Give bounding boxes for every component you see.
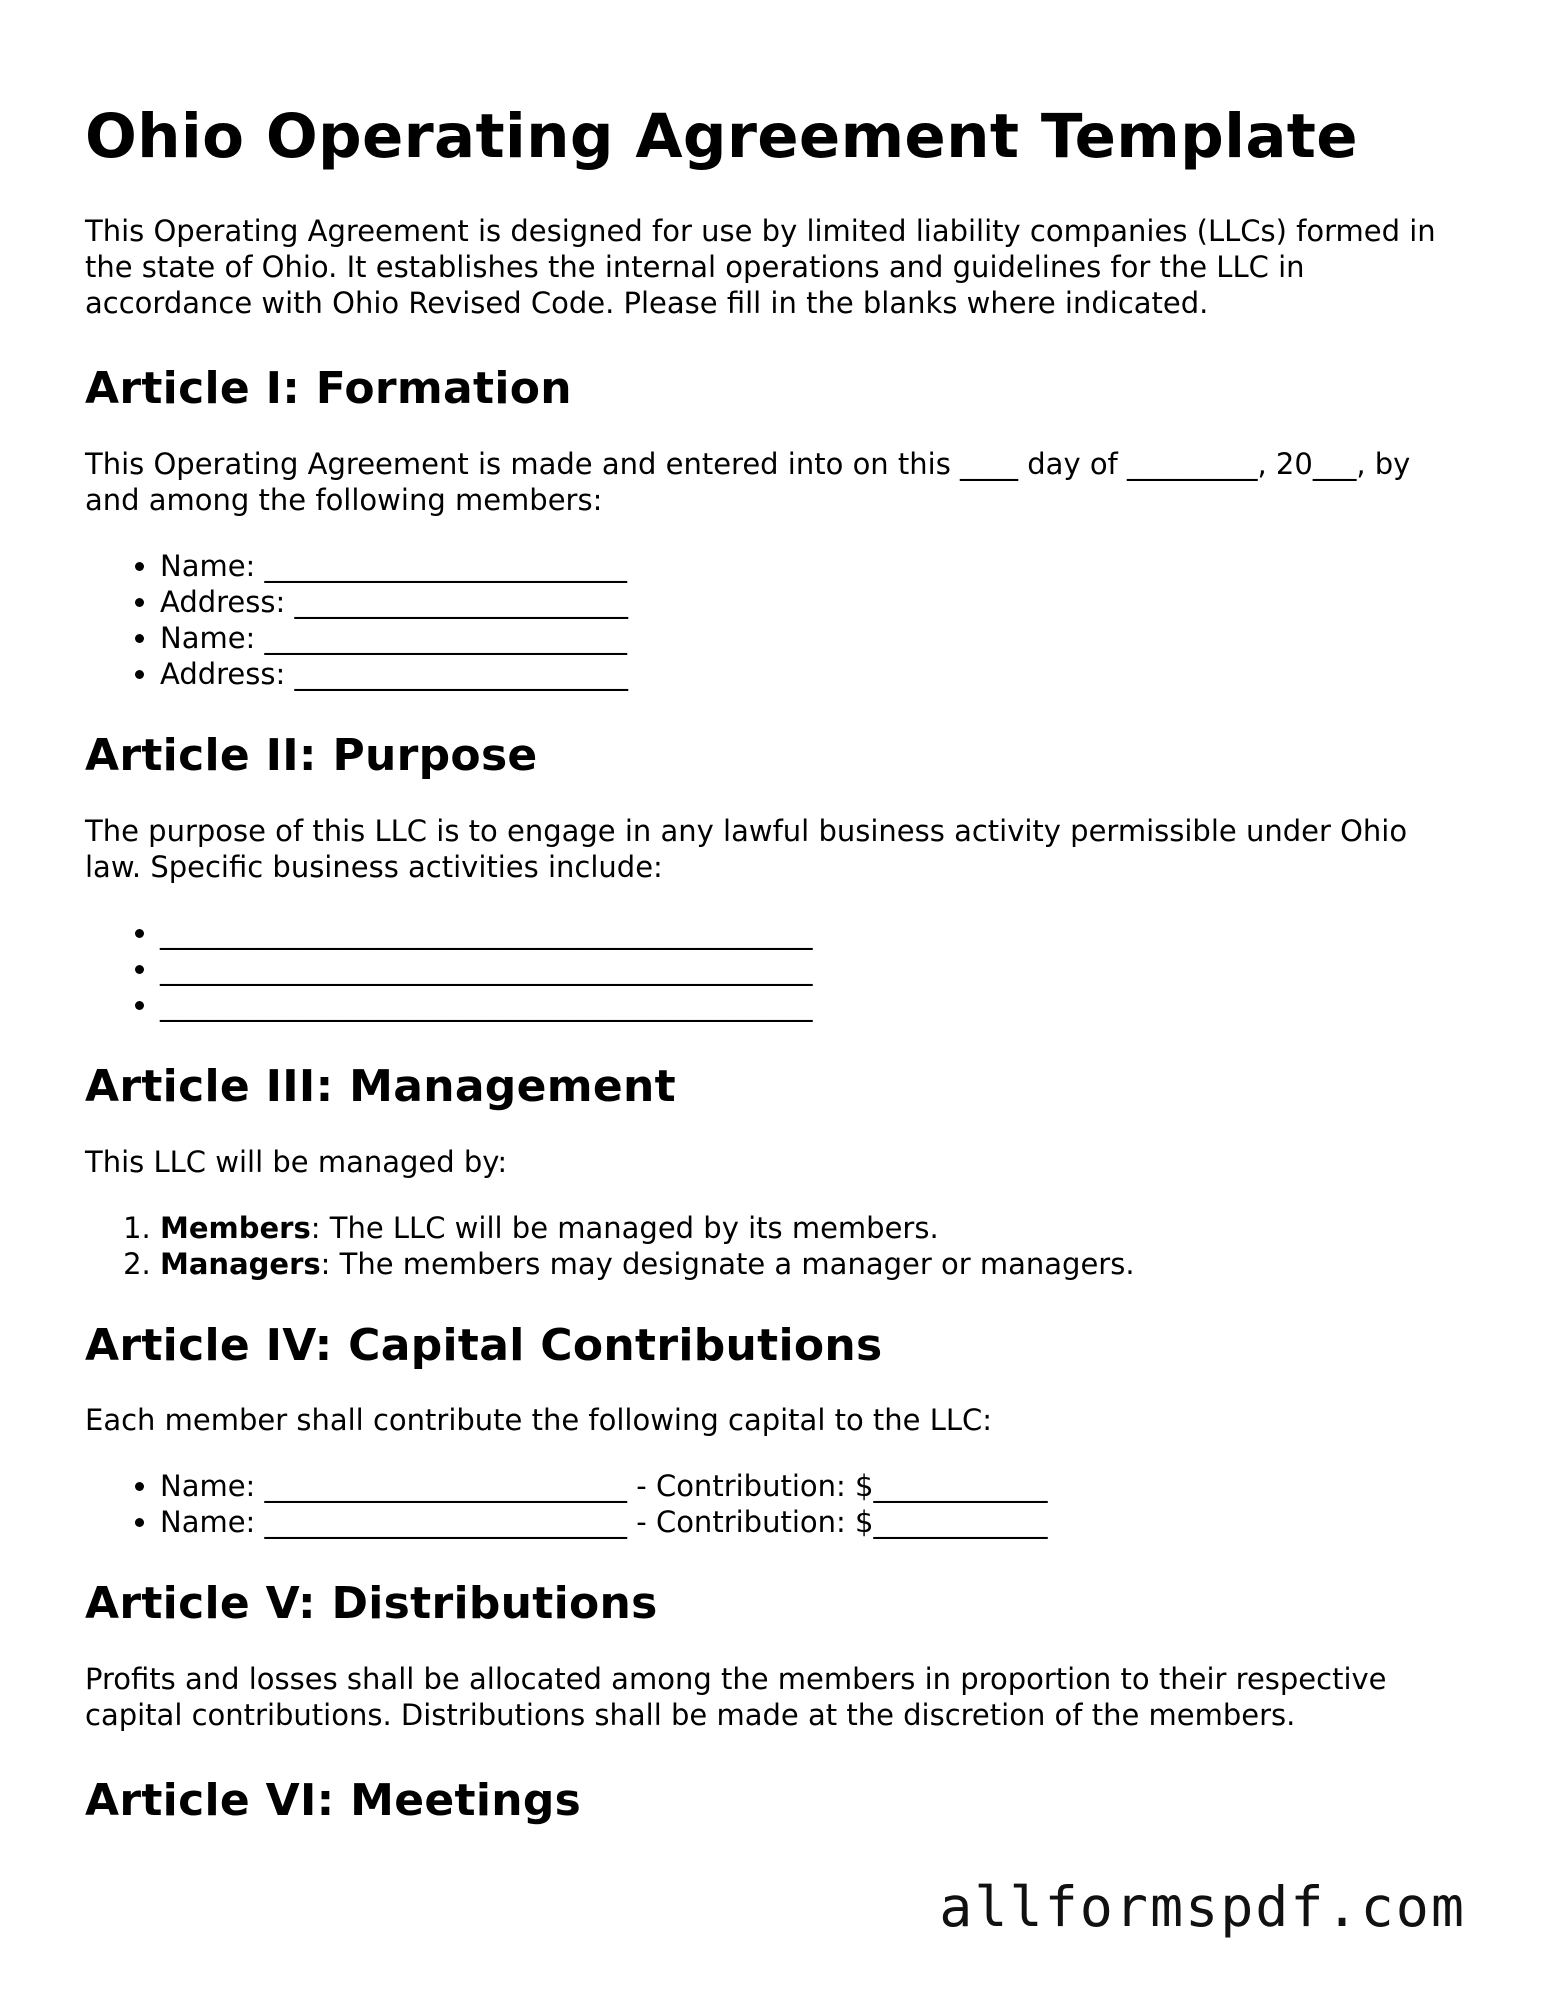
document-title: Ohio Operating Agreement Template (85, 101, 1358, 172)
article-2-activity-list (85, 915, 1465, 1023)
article-3-text: This LLC will be managed by: (85, 1144, 508, 1179)
article-2-text: The purpose of this LLC is to engage in any lawful business activity permissible under Ohio law. Specific business activities include: (85, 813, 1408, 884)
management-term: Members (160, 1210, 311, 1245)
article-4-heading: Article IV: Capital Contributions (85, 1319, 883, 1371)
article-1-text: This Operating Agreement is made and entered into on this ____ day of _________, 20___, by and among the following members: (85, 446, 1411, 517)
list-item: • Name: _________________________ (160, 620, 1465, 656)
list-item: • _____________________________________________ (160, 915, 1465, 951)
list-item: • Address: _______________________ (160, 584, 1465, 620)
list-item: • Name: _________________________ - Contribution: $____________ (160, 1468, 1465, 1504)
list-item (160, 1210, 1465, 1246)
intro-paragraph: This Operating Agreement is designed for use by limited liability companies (LLCs) formed in the state of Ohio. It establishes the internal operations and guidelines for the LLC in accordance with Ohio Revised Code. Please fill in the blanks where indicated. (85, 214, 1436, 321)
article-5-heading: Article V: Distributions (85, 1578, 658, 1630)
article-4-contribution-list (85, 1468, 1465, 1540)
article-1-member-list (85, 548, 1465, 692)
document-page (85, 100, 1465, 1858)
list-item (160, 1246, 1465, 1282)
list-item: • _____________________________________________ (160, 951, 1465, 987)
article-5-text: Profits and losses shall be allocated among the members in proportion to their respective capital contributions. Distributions shall be made at the discretion of the members. (85, 1662, 1387, 1733)
list-item: • Name: _________________________ (160, 548, 1465, 584)
list-item: • _____________________________________________ (160, 987, 1465, 1023)
management-term: Managers (160, 1246, 321, 1281)
article-2-heading: Article II: Purpose (85, 729, 538, 781)
management-description: : The members may designate a manager or managers. (320, 1246, 1135, 1281)
management-description: : The LLC will be managed by its members. (310, 1210, 939, 1245)
article-4-text: Each member shall contribute the following capital to the LLC: (85, 1403, 993, 1438)
article-1-heading: Article I: Formation (85, 363, 572, 415)
article-3-management-list (85, 1210, 1465, 1282)
list-item: • Address: _______________________ (160, 656, 1465, 692)
article-3-heading: Article III: Management (85, 1060, 676, 1112)
list-item: • Name: _________________________ - Contribution: $____________ (160, 1504, 1465, 1540)
watermark: allformspdf.com (939, 1875, 1466, 1939)
article-6-heading: Article VI: Meetings (85, 1775, 582, 1827)
